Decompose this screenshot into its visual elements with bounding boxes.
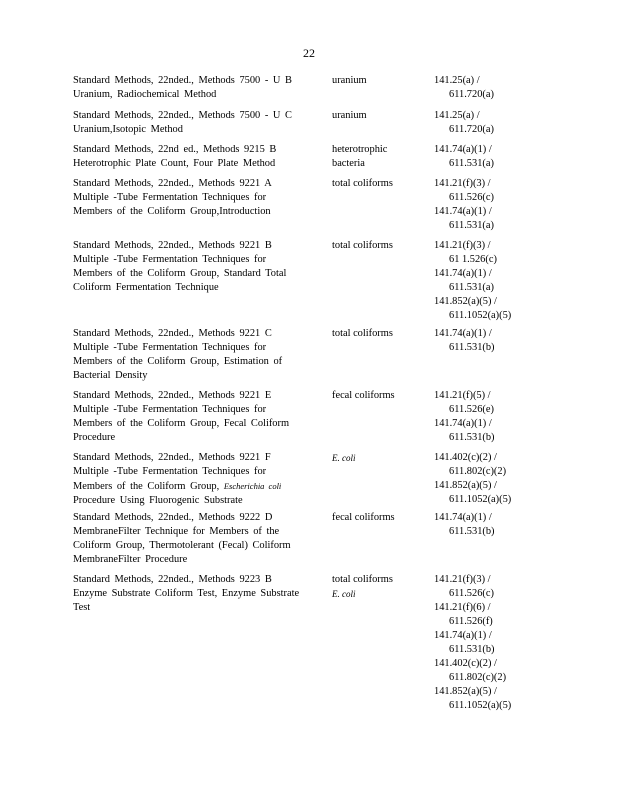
cfr-line: 611.1052(a)(5) (449, 494, 512, 505)
cfr-line: 61 1.526(c) (449, 254, 497, 265)
analyte-cell (332, 177, 422, 191)
method-cell (73, 511, 309, 567)
cfr-cell (434, 389, 514, 445)
analyte-line: total coliforms (332, 178, 393, 189)
method-line: Multiple -Tube Fermentation Techniques for (73, 192, 267, 203)
method-line: Bacterial Density (73, 370, 148, 381)
analyte-cell (332, 451, 422, 465)
cfr-line: 141.21(f)(3) / (434, 574, 491, 585)
cfr-line: 611.802(c)(2) (449, 466, 507, 477)
cfr-line: 611.531(b) (449, 526, 495, 537)
cfr-line: 141.74(a)(1) / (434, 512, 492, 523)
method-line: Test (73, 602, 91, 613)
cfr-line: 141.21(f)(3) / (434, 240, 491, 251)
cfr-line: 141.74(a)(1) / (434, 144, 492, 155)
cfr-line: 141.74(a)(1) / (434, 328, 492, 339)
cfr-cell (434, 451, 514, 507)
cfr-cell (434, 511, 514, 539)
analyte-cell (332, 74, 422, 88)
analyte-line: fecal coliforms (332, 390, 395, 401)
analyte-cell (332, 239, 422, 253)
cfr-line: 611.526(e) (449, 404, 494, 415)
method-line: MembraneFilter Technique for Members of the (73, 526, 280, 537)
method-line: Coliform Fermentation Technique (73, 282, 219, 293)
analyte-cell (332, 327, 422, 341)
cfr-line: 141.74(a)(1) / (434, 206, 492, 217)
cfr-line: 141.21(f)(3) / (434, 178, 491, 189)
method-line: Standard Methods, 22nded., Methods 7500 - U C (73, 110, 292, 121)
cfr-line: 611.720(a) (449, 124, 494, 135)
method-line: Standard Methods, 22nded., Methods 9221 F (73, 452, 271, 463)
analyte-line: uranium (332, 110, 367, 121)
method-line: Multiple -Tube Fermentation Techniques for (73, 466, 267, 477)
cfr-line: 141.21(f)(6) / (434, 602, 491, 613)
method-line: Members of the Coliform Group, Standard Total (73, 268, 287, 279)
cfr-line: 611.526(c) (449, 588, 494, 599)
method-cell (73, 177, 309, 219)
method-line: Procedure (73, 432, 116, 443)
organism-name: Escherichia coli (223, 481, 282, 491)
cfr-line: 611.531(a) (449, 158, 494, 169)
cfr-line: 141.852(a)(5) / (434, 480, 497, 491)
cfr-line: 611.531(a) (449, 220, 494, 231)
method-line: Standard Methods, 22nd ed., Methods 9215 B (73, 144, 277, 155)
method-line: Members of the Coliform Group, Escherichia coli (73, 481, 282, 492)
analyte-line: heterotrophic (332, 144, 388, 155)
analyte-line: total coliforms (332, 240, 393, 251)
analyte-line: uranium (332, 75, 367, 86)
method-cell (73, 74, 309, 102)
analyte-line: fecal coliforms (332, 512, 395, 523)
cfr-line: 141.74(a)(1) / (434, 268, 492, 279)
method-cell (73, 389, 309, 445)
method-line: Standard Methods, 22nded., Methods 9223 B (73, 574, 272, 585)
method-line: Enzyme Substrate Coliform Test, Enzyme Substrate (73, 588, 300, 599)
cfr-cell (434, 74, 514, 102)
method-line: Uranium,Isotopic Method (73, 124, 183, 135)
cfr-line: 611.531(b) (449, 432, 495, 443)
cfr-cell (434, 327, 514, 355)
cfr-line: 611.1052(a)(5) (449, 700, 512, 711)
cfr-line: 141.852(a)(5) / (434, 686, 497, 697)
method-line: Multiple -Tube Fermentation Techniques for (73, 342, 267, 353)
cfr-cell (434, 143, 514, 171)
cfr-cell (434, 177, 514, 233)
method-line: Procedure Using Fluorogenic Substrate (73, 495, 243, 506)
method-cell (73, 143, 309, 171)
method-cell (73, 109, 309, 137)
analyte-line: total coliforms (332, 328, 393, 339)
cfr-line: 141.402(c)(2) / (434, 452, 497, 463)
analyte-cell (332, 109, 422, 123)
method-line: Standard Methods, 22nded., Methods 9221 B (73, 240, 272, 251)
method-cell (73, 239, 309, 295)
cfr-line: 141.25(a) / (434, 110, 480, 121)
method-line: Members of the Coliform Group,Introduction (73, 206, 271, 217)
analyte-cell (332, 389, 422, 403)
cfr-cell (434, 573, 514, 713)
cfr-line: 141.74(a)(1) / (434, 630, 492, 641)
analyte-cell (332, 511, 422, 525)
cfr-line: 611.720(a) (449, 89, 494, 100)
method-line: Standard Methods, 22nded., Methods 9221 C (73, 328, 272, 339)
page-number: 22 (303, 46, 315, 60)
cfr-line: 141.852(a)(5) / (434, 296, 497, 307)
cfr-line: 141.21(f)(5) / (434, 390, 491, 401)
analyte-cell (332, 573, 422, 601)
cfr-line: 611.526(c) (449, 192, 494, 203)
analyte-organism: E. coli (332, 589, 356, 599)
cfr-line: 611.526(f) (449, 616, 493, 627)
cfr-line: 611.1052(a)(5) (449, 310, 512, 321)
cfr-line: 611.531(b) (449, 342, 495, 353)
analyte-line: total coliforms (332, 574, 393, 585)
method-line: Heterotrophic Plate Count, Four Plate Method (73, 158, 276, 169)
cfr-line: 611.531(a) (449, 282, 494, 293)
method-cell (73, 451, 309, 508)
method-line: Standard Methods, 22nded., Methods 9222 D (73, 512, 273, 523)
cfr-cell (434, 109, 514, 137)
method-line: Multiple -Tube Fermentation Techniques for (73, 254, 267, 265)
method-line: Standard Methods, 22nded., Methods 9221 A (73, 178, 272, 189)
method-line: Members of the Coliform Group, Estimation of (73, 356, 283, 367)
analyte-organism: E. coli (332, 453, 356, 463)
cfr-line: 141.74(a)(1) / (434, 418, 492, 429)
analyte-cell (332, 143, 422, 171)
method-cell (73, 573, 309, 615)
cfr-line: 611.802(c)(2) (449, 672, 507, 683)
method-line: Uranium, Radiochemical Method (73, 89, 217, 100)
method-line: Coliform Group, Thermotolerant (Fecal) Coliform (73, 540, 291, 551)
method-line: Members of the Coliform Group, Fecal Coliform (73, 418, 290, 429)
method-line: Standard Methods, 22nded., Methods 9221 E (73, 390, 272, 401)
method-line: Multiple -Tube Fermentation Techniques for (73, 404, 267, 415)
cfr-line: 141.25(a) / (434, 75, 480, 86)
cfr-cell (434, 239, 514, 323)
analyte-line: bacteria (332, 158, 365, 169)
method-cell (73, 327, 309, 383)
cfr-line: 611.531(b) (449, 644, 495, 655)
cfr-line: 141.402(c)(2) / (434, 658, 497, 669)
method-line: Standard Methods, 22nded., Methods 7500 - U B (73, 75, 292, 86)
method-line: MembraneFilter Procedure (73, 554, 188, 565)
